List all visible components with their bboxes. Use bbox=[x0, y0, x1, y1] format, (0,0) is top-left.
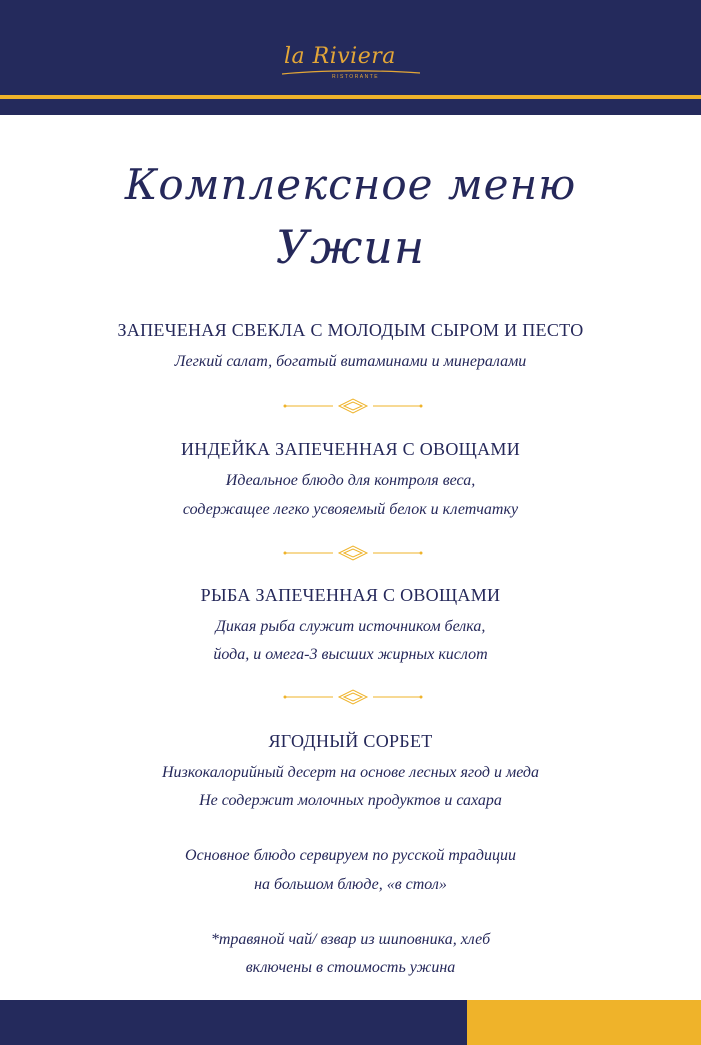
restaurant-logo bbox=[270, 40, 430, 90]
footer-gold-band bbox=[467, 1000, 701, 1045]
menu-subtitle: Ужин bbox=[275, 220, 426, 274]
footer-navy-band bbox=[0, 1000, 467, 1045]
course-name: ИНДЕЙКА ЗАПЕЧЕННАЯ С ОВОЩАМИ bbox=[180, 439, 521, 459]
course-description: Дикая рыба служит источником белка, bbox=[215, 618, 486, 635]
course-name: РЫБА ЗАПЕЧЕННАЯ С ОВОЩАМИ bbox=[200, 585, 501, 605]
course-description: Легкий салат, богатый витаминами и минералами bbox=[174, 353, 527, 370]
serving-note: на большом блюде, «в стол» bbox=[254, 876, 447, 893]
course-description: Низкокалорийный десерт на основе лесных ягод и меда bbox=[161, 764, 540, 781]
ornament-divider bbox=[283, 544, 423, 562]
header-gold-stripe bbox=[0, 95, 701, 99]
course-description: содержащее легко усвояемый белок и клетчатку bbox=[182, 501, 519, 518]
included-note: *травяной чай/ взвар из шиповника, хлеб bbox=[210, 931, 491, 948]
ornament-divider bbox=[283, 397, 423, 415]
serving-note: Основное блюдо сервируем по русской традиции bbox=[185, 847, 516, 864]
course-description: Не содержит молочных продуктов и сахара bbox=[199, 792, 502, 809]
included-note: включены в стоимость ужина bbox=[245, 959, 456, 976]
course-name: ЗАПЕЧЕНАЯ СВЕКЛА С МОЛОДЫМ СЫРОМ И ПЕСТО bbox=[117, 320, 584, 340]
course-description: йода, и омега-3 высших жирных кислот bbox=[213, 646, 488, 663]
ornament-divider bbox=[283, 688, 423, 706]
logo-subtitle: RISTORANTE bbox=[332, 74, 380, 80]
course-description: Идеальное блюдо для контроля веса, bbox=[225, 472, 476, 489]
course-name: ЯГОДНЫЙ СОРБЕТ bbox=[268, 731, 433, 751]
logo-script-text: la Riviera bbox=[284, 44, 396, 69]
menu-title: Комплексное меню bbox=[124, 160, 577, 209]
